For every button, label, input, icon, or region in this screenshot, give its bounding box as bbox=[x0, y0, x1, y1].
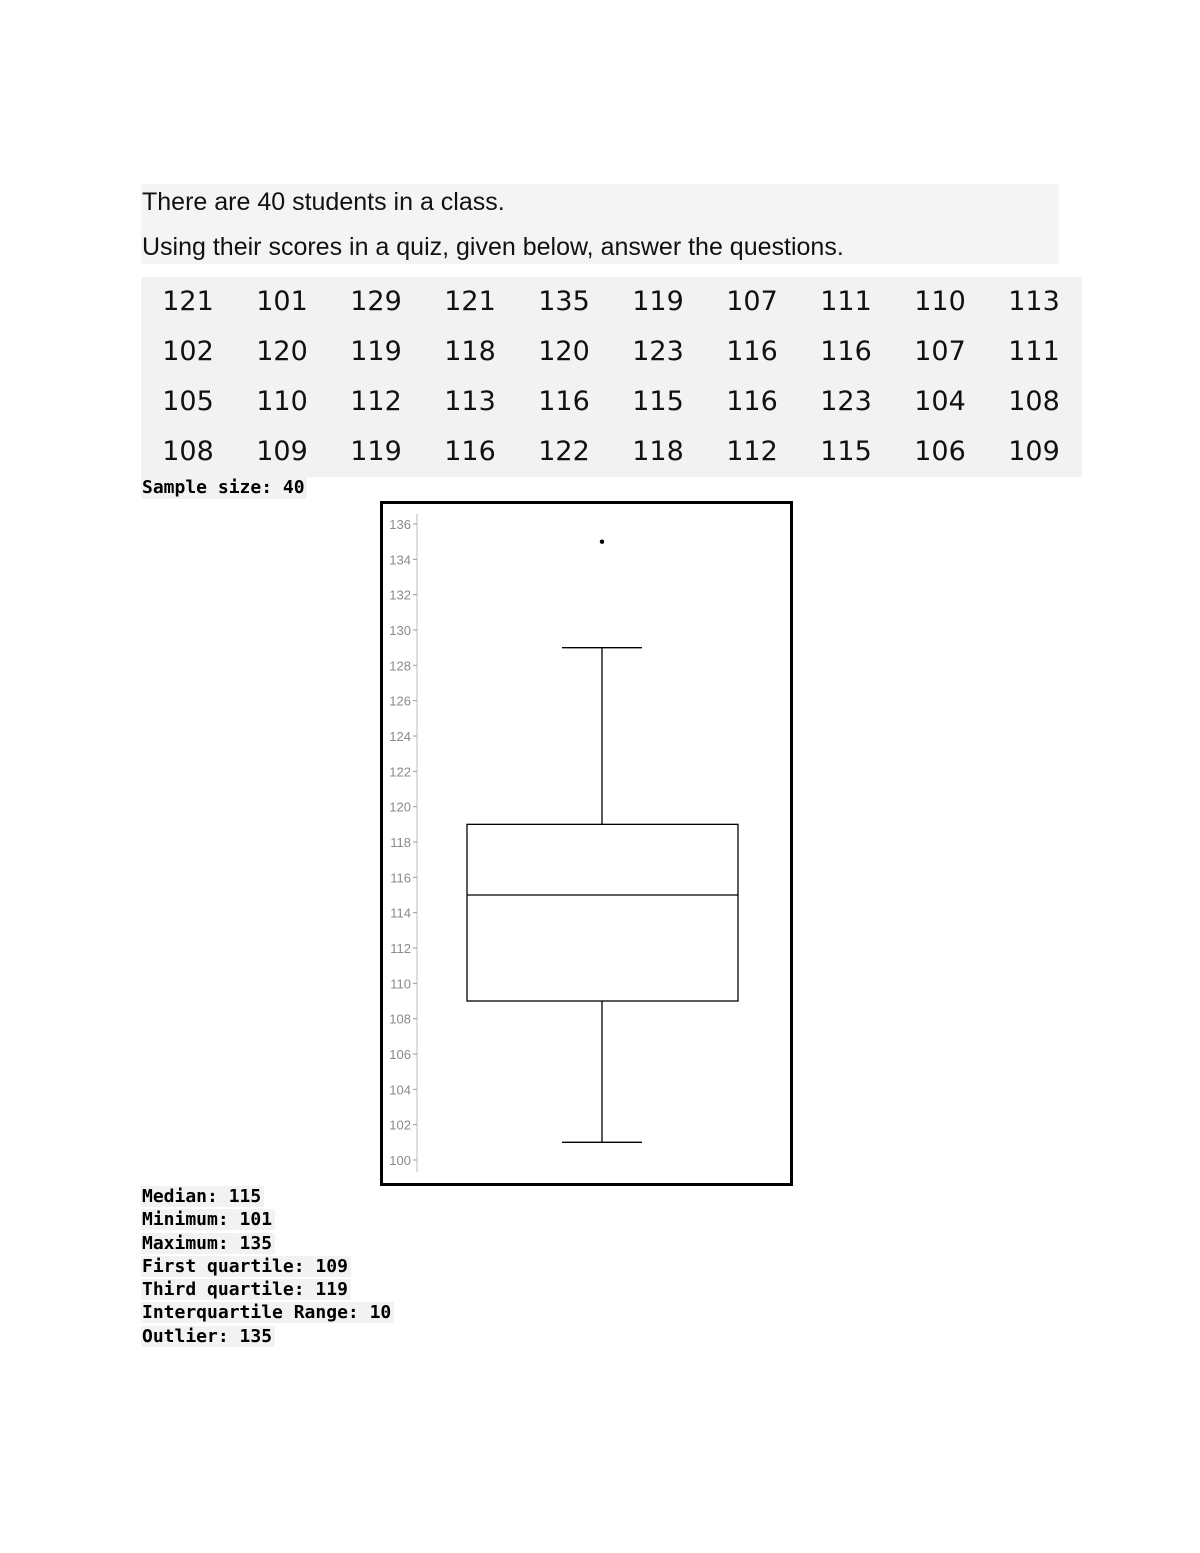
stat-line bbox=[141, 1232, 394, 1255]
score-cell: 107 bbox=[914, 336, 966, 367]
score-cell: 119 bbox=[632, 286, 684, 317]
score-cell: 121 bbox=[444, 286, 496, 317]
score-cell: 107 bbox=[726, 286, 778, 317]
score-cell: 115 bbox=[820, 436, 872, 467]
score-cell: 104 bbox=[914, 386, 966, 417]
score-cell: 101 bbox=[256, 286, 308, 317]
box-plot-chart bbox=[380, 501, 793, 1186]
y-tick-label: 136 bbox=[389, 517, 411, 532]
score-cell: 116 bbox=[538, 386, 590, 417]
y-tick-label: 126 bbox=[389, 693, 411, 709]
stat-text: Minimum: 101 bbox=[141, 1209, 275, 1230]
intro-line-2: Using their scores in a quiz, given below, answer the questions. bbox=[142, 233, 844, 261]
score-cell: 109 bbox=[256, 436, 308, 467]
interquartile-box bbox=[467, 824, 738, 1001]
y-tick-label: 132 bbox=[389, 587, 411, 603]
score-cell: 129 bbox=[350, 286, 402, 317]
stat-line bbox=[141, 1208, 394, 1231]
stat-line bbox=[141, 1278, 394, 1301]
box-plot-svg bbox=[383, 504, 790, 1183]
y-tick-label: 100 bbox=[389, 1153, 411, 1168]
y-tick-label: 102 bbox=[389, 1117, 411, 1133]
score-cell: 105 bbox=[162, 386, 214, 417]
score-cell: 116 bbox=[726, 386, 778, 417]
intro-line-1: There are 40 students in a class. bbox=[142, 188, 505, 216]
stat-text: Interquartile Range: 10 bbox=[141, 1302, 394, 1323]
score-cell: 113 bbox=[444, 386, 496, 417]
score-cell: 120 bbox=[256, 336, 308, 367]
score-cell: 110 bbox=[914, 286, 966, 317]
score-cell: 121 bbox=[162, 286, 214, 317]
stat-text: Outlier: 135 bbox=[141, 1326, 275, 1347]
stat-text: Maximum: 135 bbox=[141, 1233, 275, 1254]
stat-line bbox=[141, 1301, 394, 1324]
y-tick-label: 134 bbox=[389, 552, 411, 568]
score-cell: 116 bbox=[820, 336, 872, 367]
y-tick-label: 104 bbox=[389, 1082, 411, 1098]
stat-line bbox=[141, 1325, 394, 1348]
intro-text-block bbox=[141, 184, 1059, 264]
outlier-point bbox=[600, 539, 604, 543]
score-cell: 111 bbox=[1008, 336, 1060, 367]
y-tick-label: 108 bbox=[389, 1011, 411, 1027]
score-cell: 119 bbox=[350, 436, 402, 467]
score-cell: 118 bbox=[444, 336, 496, 367]
stat-line bbox=[141, 1255, 394, 1278]
summary-statistics bbox=[141, 1185, 394, 1348]
score-cell: 109 bbox=[1008, 436, 1060, 467]
y-tick-label: 114 bbox=[390, 905, 411, 921]
y-tick-label: 112 bbox=[390, 941, 411, 956]
stat-line bbox=[141, 1185, 394, 1208]
y-tick-label: 120 bbox=[389, 799, 411, 815]
score-cell: 123 bbox=[632, 336, 684, 367]
score-cell: 108 bbox=[1008, 386, 1060, 417]
score-cell: 110 bbox=[256, 386, 308, 417]
stat-text: Third quartile: 119 bbox=[141, 1279, 351, 1300]
y-tick-label: 124 bbox=[389, 729, 411, 744]
label-clip-mask bbox=[383, 504, 387, 1183]
score-cell: 116 bbox=[726, 336, 778, 367]
y-tick-label: 128 bbox=[389, 658, 411, 674]
score-cell: 135 bbox=[538, 286, 590, 317]
score-cell: 112 bbox=[350, 386, 402, 417]
score-cell: 113 bbox=[1008, 286, 1060, 317]
score-cell: 118 bbox=[632, 436, 684, 467]
score-cell: 111 bbox=[820, 286, 872, 317]
score-cell: 120 bbox=[538, 336, 590, 367]
score-cell: 116 bbox=[444, 436, 496, 467]
score-cell: 123 bbox=[820, 386, 872, 417]
stat-text: Median: 115 bbox=[141, 1186, 264, 1207]
y-tick-label: 118 bbox=[390, 835, 411, 850]
sample-size: Sample size: 40 bbox=[142, 477, 305, 498]
score-cell: 122 bbox=[538, 436, 590, 467]
scores-table bbox=[141, 277, 1082, 477]
score-cell: 106 bbox=[914, 436, 966, 467]
score-cell: 119 bbox=[350, 336, 402, 367]
score-cell: 115 bbox=[632, 386, 684, 417]
y-tick-label: 116 bbox=[390, 870, 411, 886]
y-tick-label: 106 bbox=[389, 1047, 411, 1062]
y-tick-label: 130 bbox=[389, 623, 411, 638]
y-tick-label: 110 bbox=[390, 976, 411, 992]
score-cell: 102 bbox=[162, 336, 214, 367]
score-cell: 112 bbox=[726, 436, 778, 467]
stat-text: First quartile: 109 bbox=[141, 1256, 351, 1277]
y-tick-label: 122 bbox=[389, 764, 411, 780]
score-cell: 108 bbox=[162, 436, 214, 467]
